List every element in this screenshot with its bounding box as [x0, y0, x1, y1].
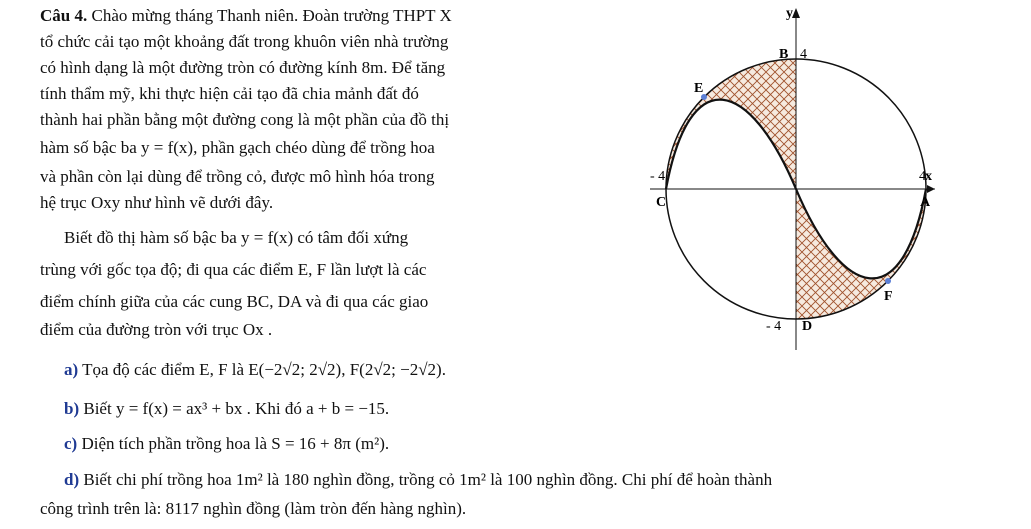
label-A: A	[920, 195, 931, 210]
label-D: D	[802, 319, 813, 334]
y-axis-label: y	[786, 6, 793, 21]
label-x4: 4	[919, 169, 926, 184]
label-B: B	[779, 47, 789, 62]
item-a-text: Tọa độ các điểm E, F là E(−2√2; 2√2), F(2√2; −2√2).	[82, 360, 446, 379]
label-E: E	[694, 81, 704, 96]
label-F: F	[884, 289, 893, 304]
y-axis-arrow	[792, 8, 800, 18]
item-b-text: Biết y = f(x) = ax³ + bx . Khi đó a + b = −15.	[83, 399, 390, 418]
item-d-label: d)	[64, 470, 80, 489]
question-line-1	[40, 6, 452, 26]
question-line-7: và phần còn lại dùng để trồng cỏ, được mô hình hóa trong	[40, 167, 435, 186]
item-c-label: c)	[64, 434, 78, 453]
question-line-9: Biết đồ thị hàm số bậc ba y = f(x) có tâm đối xứng	[64, 228, 409, 247]
item-c-text: Diện tích phần trồng hoa là S = 16 + 8π (m²).	[81, 434, 390, 453]
question-text: Chào mừng tháng Thanh niên. Đoàn trường THPT X	[91, 6, 452, 25]
item-a-label: a)	[64, 360, 79, 379]
question-line-5: thành hai phần bằng một đường cong là một phần của đồ thị	[40, 110, 450, 129]
question-line-3: có hình dạng là một đường tròn có đường kính 8m. Để tăng	[40, 58, 446, 77]
x-axis-arrow	[927, 185, 935, 193]
question-line-6: hàm số bậc ba y = f(x), phần gạch chéo dùng để trồng hoa	[40, 138, 435, 157]
item-d-text: Biết chi phí trồng hoa 1m² là 180 nghìn đồng, trồng cỏ 1m² là 100 nghìn đồng. Chi phí để hoàn thành	[83, 470, 773, 489]
label-xneg4: - 4	[650, 169, 666, 184]
question-line-8: hệ trục Oxy như hình vẽ dưới đây.	[40, 193, 274, 212]
circle-cubic-figure	[640, 0, 940, 360]
question-line-2: tổ chức cải tạo một khoảng đất trong khuôn viên nhà trường	[40, 32, 449, 51]
item-c	[64, 434, 389, 454]
question-line-12: điểm của đường tròn với trục Ox .	[40, 320, 273, 339]
x-axis-label: x	[925, 169, 932, 184]
item-a	[64, 360, 446, 380]
question-line-4: tính thẩm mỹ, khi thực hiện cải tạo đã chia mảnh đất đó	[40, 84, 419, 103]
question-line-11: điểm chính giữa của các cung BC, DA và đi qua các giao	[40, 292, 429, 311]
label-yneg4: - 4	[766, 319, 782, 334]
item-d	[64, 470, 772, 490]
label-C: C	[656, 195, 667, 210]
label-y4: 4	[800, 47, 807, 62]
item-d-continuation: công trình trên là: 8117 nghìn đồng (làm tròn đến hàng nghìn).	[40, 499, 467, 518]
question-line-10: trùng với gốc tọa độ; đi qua các điểm E, F lần lượt là các	[40, 260, 427, 279]
point-F	[885, 278, 891, 284]
question-title: Câu 4.	[40, 6, 88, 25]
item-b-label: b)	[64, 399, 80, 418]
item-b	[64, 399, 389, 419]
